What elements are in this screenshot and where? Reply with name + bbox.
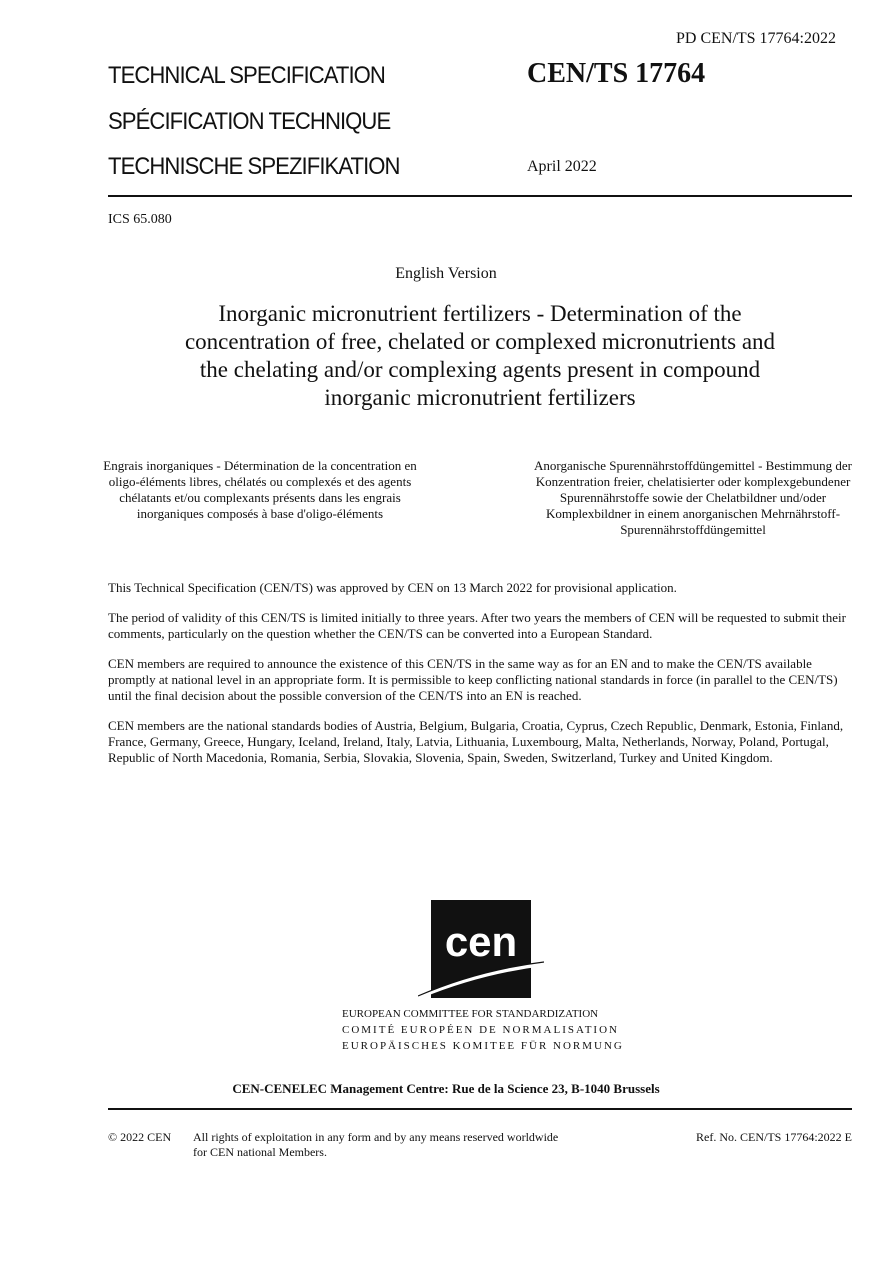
top-divider — [108, 195, 852, 197]
bottom-divider — [108, 1108, 852, 1110]
document-title: Inorganic micronutrient fertilizers - Determination of the concentration of free, chelated or complexed micronutrients and the chelating and/or complexing agents present in compound inorganic micronutrient fertilizers — [184, 301, 776, 410]
ics-code: ICS 65.080 — [108, 212, 172, 227]
spec-title-en: TECHNICAL SPECIFICATION — [108, 62, 385, 89]
paragraph: The period of validity of this CEN/TS is limited initially to three years. After two years the members of CEN will be requested to submit their comments, particularly on the question whether the CEN/TS can be converted into a European Standard. — [108, 610, 846, 641]
title-german: Anorganische Spurennährstoffdüngemittel - Bestimmung der Konzentration freier, chelatisierter oder komplexgebundener Spurennährstoffe sowie der Chelatbildner und/oder Komplexbildner in einem anorganischen Mehrnährstoff-Spurennährstoffdüngemittel — [534, 458, 852, 537]
language-version: English Version — [395, 265, 497, 282]
reference-number: Ref. No. CEN/TS 17764:2022 E — [696, 1130, 852, 1144]
management-centre: CEN-CENELEC Management Centre: Rue de la Science 23, B-1040 Brussels — [232, 1081, 660, 1096]
document-number: CEN/TS 17764 — [527, 58, 706, 89]
svg-text:cen: cen — [444, 918, 518, 965]
approval-text — [108, 580, 854, 780]
org-name-en: EUROPEAN COMMITTEE FOR STANDARDIZATION — [342, 1008, 599, 1020]
copyright: © 2022 CEN — [108, 1130, 172, 1144]
paragraph: CEN members are the national standards bodies of Austria, Belgium, Bulgaria, Croatia, Cyprus, Czech Republic, Denmark, Estonia, Finland, France, Germany, Greece, Hungary, Iceland, Ireland, Italy, Latvia, Lithuania, Luxembourg, Malta, Netherlands, Norway, Poland, Portugal, Republic of North Macedonia, Romania, Serbia, Slovakia, Slovenia, Spain, Sweden, Switzerland, Turkey and United Kingdom. — [108, 718, 844, 765]
pd-reference: PD CEN/TS 17764:2022 — [675, 30, 836, 47]
document-date: April 2022 — [527, 158, 597, 175]
org-name-de: EUROPÄISCHES KOMITEE FÜR NORMUNG — [342, 1040, 624, 1052]
spec-title-fr: SPÉCIFICATION TECHNIQUE — [108, 108, 391, 135]
rights-statement: All rights of exploitation in any form and by any means reserved worldwide for CEN national Members. — [193, 1130, 559, 1159]
cen-logo — [418, 900, 544, 1000]
paragraph: CEN members are required to announce the existence of this CEN/TS in the same way as for an EN and to make the CEN/TS available promptly at national level in an appropriate form. It is permissible to keep conflicting national standards in force (in parallel to the CEN/TS) until the final decision about the possible conversion of the CEN/TS into an EN is reached. — [108, 656, 838, 703]
org-name-fr: COMITÉ EUROPÉEN DE NORMALISATION — [342, 1024, 619, 1036]
title-french: Engrais inorganiques - Détermination de la concentration en oligo-éléments libres, chélatés ou complexés et des agents chélatants et/ou complexants présents dans les engrais inorganiques composés à base d'oligo-éléments — [103, 458, 417, 521]
spec-title-de: TECHNISCHE SPEZIFIKATION — [108, 153, 400, 180]
paragraph: This Technical Specification (CEN/TS) was approved by CEN on 13 March 2022 for provisional application. — [108, 580, 677, 595]
